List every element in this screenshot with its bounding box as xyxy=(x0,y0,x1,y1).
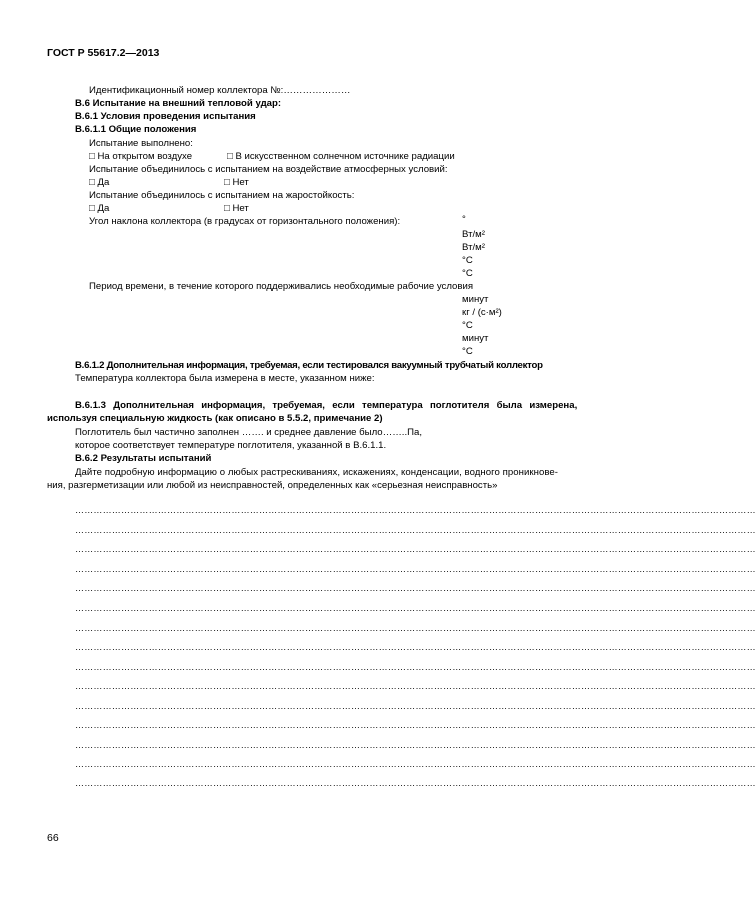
measurement-unit: °С xyxy=(462,320,473,331)
checkbox-outdoor: □ На открытом воздухе xyxy=(89,151,193,162)
answer-line: …………………………………………………………………………………………………………………………………………………………………………………………………… xyxy=(75,720,756,730)
section-b62-heading: В.6.2 Результаты испытаний xyxy=(75,453,212,464)
b62-text-line2: ния, разгерметизации или любой из неисправностей, определенных как «серьезная неисправность» xyxy=(47,480,498,491)
answer-line: …………………………………………………………………………………………………………………………………………………………………………………………………… xyxy=(75,583,756,593)
answer-line: …………………………………………………………………………………………………………………………………………………………………………………………………… xyxy=(75,701,756,711)
answer-line: …………………………………………………………………………………………………………………………………………………………………………………………………… xyxy=(75,525,756,535)
b613-text-line1: Поглотитель был частично заполнен ……. и среднее давление было……..Па, xyxy=(75,427,423,438)
measurement-unit: °С xyxy=(462,255,473,266)
answer-line: …………………………………………………………………………………………………………………………………………………………………………………………………… xyxy=(75,778,756,788)
answer-line: …………………………………………………………………………………………………………………………………………………………………………………………………… xyxy=(75,544,756,554)
measurement-unit: минут xyxy=(462,294,489,305)
combined-weather-label: Испытание объединилось с испытанием на воздействие атмосферных условий: xyxy=(89,164,448,175)
measurement-unit: °С xyxy=(462,346,473,357)
section-b613-heading-line2: используя специальную жидкость (как описано в 5.5.2, примечание 2) xyxy=(47,413,383,424)
document-header: ГОСТ Р 55617.2—2013 xyxy=(47,47,160,59)
measurement-unit: Вт/м² xyxy=(462,242,485,253)
period-label-line1: Период времени, в течение которого поддерживались необходимые рабочие условия xyxy=(89,281,474,292)
section-b61-heading: В.6.1 Условия проведения испытания xyxy=(75,111,256,122)
answer-line: …………………………………………………………………………………………………………………………………………………………………………………………………… xyxy=(75,681,756,691)
measurement-unit: °С xyxy=(462,268,473,279)
measurement-unit: минут xyxy=(462,333,489,344)
answer-line: …………………………………………………………………………………………………………………………………………………………………………………………………… xyxy=(75,662,756,672)
answer-line: …………………………………………………………………………………………………………………………………………………………………………………………………… xyxy=(75,623,756,633)
section-b613-heading-line1: В.6.1.3 Дополнительная информация, требуемая, если температура поглотителя была измерена, xyxy=(75,400,578,411)
answer-line: …………………………………………………………………………………………………………………………………………………………………………………………………… xyxy=(75,642,756,652)
b613-text-line2: которое соответствует температуре поглотителя, указанной в В.6.1.1. xyxy=(75,440,387,451)
b612-text: Температура коллектора была измерена в месте, указанном ниже: xyxy=(75,373,375,384)
collector-id-field: Идентификационный номер коллектора №:………………… xyxy=(89,85,351,96)
section-b611-heading: В.6.1.1 Общие положения xyxy=(75,124,197,135)
answer-line: …………………………………………………………………………………………………………………………………………………………………………………………………… xyxy=(75,740,756,750)
answer-line: …………………………………………………………………………………………………………………………………………………………………………………………………… xyxy=(75,759,756,769)
answer-line: …………………………………………………………………………………………………………………………………………………………………………………………………… xyxy=(75,603,756,613)
section-b612-heading: В.6.1.2 Дополнительная информация, требуемая, если тестировался вакуумный трубчатый коллектор xyxy=(75,360,543,371)
answer-line: …………………………………………………………………………………………………………………………………………………………………………………………………… xyxy=(75,564,756,574)
section-b6-heading: В.6 Испытание на внешний тепловой удар: xyxy=(75,98,282,109)
tilt-label: Угол наклона коллектора (в градусах от горизонтального положения): xyxy=(89,216,401,227)
page-number: 66 xyxy=(47,832,59,844)
measurement-unit: кг / (с·м²) xyxy=(462,307,502,318)
measurement-unit: Вт/м² xyxy=(462,229,485,240)
checkbox-solar-simulator: □ В искусственном солнечном источнике радиации xyxy=(227,151,455,162)
answer-line: …………………………………………………………………………………………………………………………………………………………………………………………………… xyxy=(75,505,756,515)
combined-heat-label: Испытание объединилось с испытанием на жаростойкость: xyxy=(89,190,355,201)
test-done-label: Испытание выполнено: xyxy=(89,138,193,149)
checkbox-heat-yes: □ Да xyxy=(89,203,110,214)
checkbox-weather-yes: □ Да xyxy=(89,177,110,188)
checkbox-heat-no: □ Нет xyxy=(224,203,249,214)
checkbox-weather-no: □ Нет xyxy=(224,177,249,188)
tilt-unit: ° xyxy=(462,214,466,225)
b62-text-line1: Дайте подробную информацию о любых растрескиваниях, искажениях, конденсации, водного проникнове- xyxy=(75,467,559,478)
